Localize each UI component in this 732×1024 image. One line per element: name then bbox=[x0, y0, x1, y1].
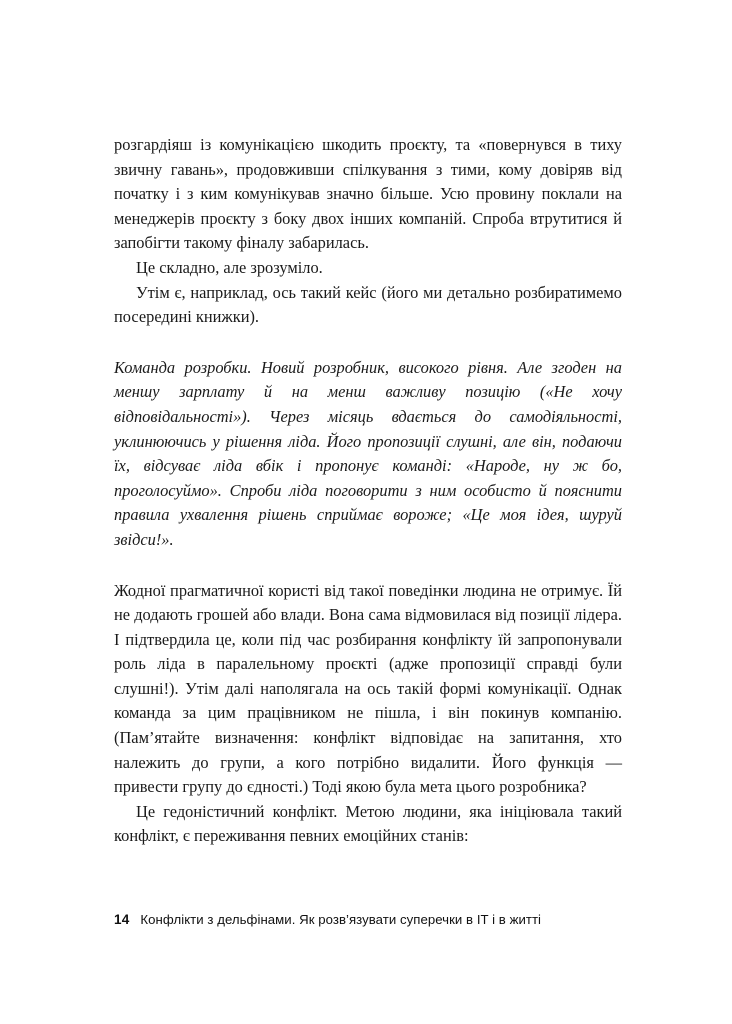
paragraph-conclusion: Це гедоністичний конфлікт. Метою людини, яка ініціювала такий конфлікт, є переживання певних емоційних станів: bbox=[114, 801, 622, 846]
paragraph-case-intro: Утім є, наприклад, ось такий кейс (його ми детально розбиратимемо посередині книжки). bbox=[114, 282, 622, 327]
spacer-before-case-block bbox=[114, 330, 622, 356]
paragraph-continued: розгардіяш із комунікацією шкодить проєкту, та «повернувся в тиху звичну гавань», продовживши спілкування з тими, кому довіряв від початку і з ким комунікував значно більше. Усю провину поклали на менеджерів проєкту з боку двох інших компаній. Спроба втрутитися й запобігти такому фіналу забарилась. bbox=[114, 135, 622, 253]
case-study-block: Команда розробки. Новий розробник, високого рівня. Але згоден на меншу зарплату й на менш важливу позицію («Не хочу відповідальності»). Через місяць вдається до самодіяльності, уклинюючись у рішення ліда. Його пропозиції слушні, але він, подаючи їх, відсуває ліда вбік і пропонує команді: «Народе, ну ж бо, проголосуймо». Спроби ліда поговорити з ним особисто й пояснити правила ухвалення рішень сприймає вороже; «Це моя ідея, шуруй звідси!». bbox=[114, 357, 622, 549]
text-column bbox=[114, 133, 622, 849]
paragraph-analysis: Жодної прагматичної користі від такої поведінки людина не отримує. Їй не додають грошей або влади. Вона сама відмовилася від позиції лідера. І підтвердила це, коли під час розбирання конфлікту їй запропонували роль ліда в паралельному проєкті (адже пропозиції справді були слушні!). Утім далі наполягала на ось такій формі комунікації. Однак команда за цим працівником не пішла, і він покинув компанію. (Пам’ятайте визначення: конфлікт відповідає на запитання, хто належить до групи, а кого потрібно видалити. Його функція — привести групу до єдності.) Тоді якою була мета цього розробника? bbox=[114, 580, 622, 797]
running-book-title: Конфлікти з дельфінами. Як розв’язувати суперечки в IT і в житті bbox=[140, 912, 542, 927]
page-footer bbox=[114, 912, 634, 927]
page-number: 14 bbox=[114, 912, 130, 927]
paragraph-simple: Це складно, але зрозуміло. bbox=[136, 257, 323, 277]
spacer-after-case-block bbox=[114, 553, 622, 579]
